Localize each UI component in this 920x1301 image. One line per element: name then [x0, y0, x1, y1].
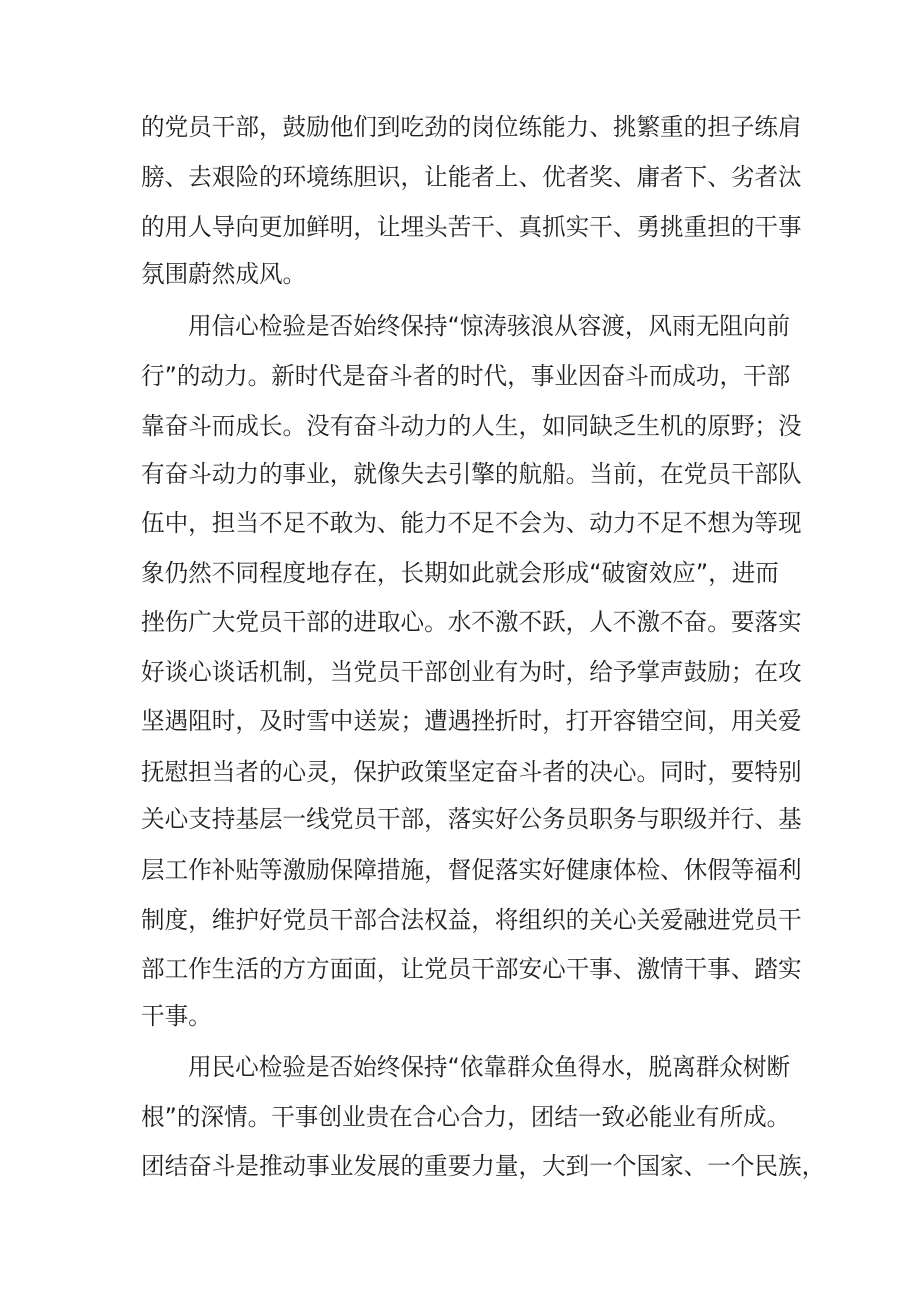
text-line: 根”的深情。干事创业贵在合心合力，团结一致必能业有所成。: [141, 1103, 791, 1131]
text-line: 关心支持基层一线党员干部，落实好公务员职务与职级并行、基: [141, 805, 802, 833]
text-line: 坚遇阻时，及时雪中送炭；遭遇挫折时，打开容错空间，用关爱: [141, 707, 802, 735]
text-line: 的党员干部，鼓励他们到吃劲的岗位练能力、挑繁重的担子练肩: [141, 113, 802, 141]
text-line: 好谈心谈话机制，当党员干部创业有为时，给予掌声鼓励；在攻: [141, 658, 802, 686]
text-line: 用信心检验是否始终保持“惊涛骇浪从容渡，风雨无阻向前: [188, 312, 791, 340]
text-line: 伍中，担当不足不敢为、能力不足不会为、动力不足不想为等现: [141, 509, 802, 537]
text-line: 用民心检验是否始终保持“依靠群众鱼得水，脱离群众树断: [188, 1053, 791, 1081]
text-line: 层工作补贴等激励保障措施，督促落实好健康体检、休假等福利: [141, 856, 802, 884]
text-line: 制度，维护好党员干部合法权益，将组织的关心关爱融进党员干: [141, 906, 802, 934]
text-line: 团结奋斗是推动事业发展的重要力量，大到一个国家、一个民族，: [141, 1152, 826, 1180]
text-line: 行”的动力。新时代是奋斗者的时代，事业因奋斗而成功，干部: [141, 362, 791, 390]
text-line: 干事。: [141, 1002, 212, 1030]
text-line: 挫伤广大党员干部的进取心。水不激不跃，人不激不奋。要落实: [141, 608, 802, 636]
text-line: 象仍然不同程度地存在，长期如此就会形成“破窗效应”，进而: [141, 559, 779, 587]
text-line: 抚慰担当者的心灵，保护政策坚定奋斗者的决心。同时，要特别: [141, 758, 802, 786]
text-line: 膀、去艰险的环境练胆识，让能者上、优者奖、庸者下、劣者汰: [141, 163, 802, 191]
text-line: 氛围蔚然成风。: [141, 260, 307, 288]
text-line: 有奋斗动力的事业，就像失去引擎的航船。当前，在党员干部队: [141, 460, 802, 488]
text-line: 部工作生活的方方面面，让党员干部安心干事、激情干事、踏实: [141, 955, 802, 983]
text-line: 靠奋斗而成长。没有奋斗动力的人生，如同缺乏生机的原野；没: [141, 412, 802, 440]
text-line: 的用人导向更加鲜明，让埋头苦干、真抓实干、勇挑重担的干事: [141, 213, 802, 241]
